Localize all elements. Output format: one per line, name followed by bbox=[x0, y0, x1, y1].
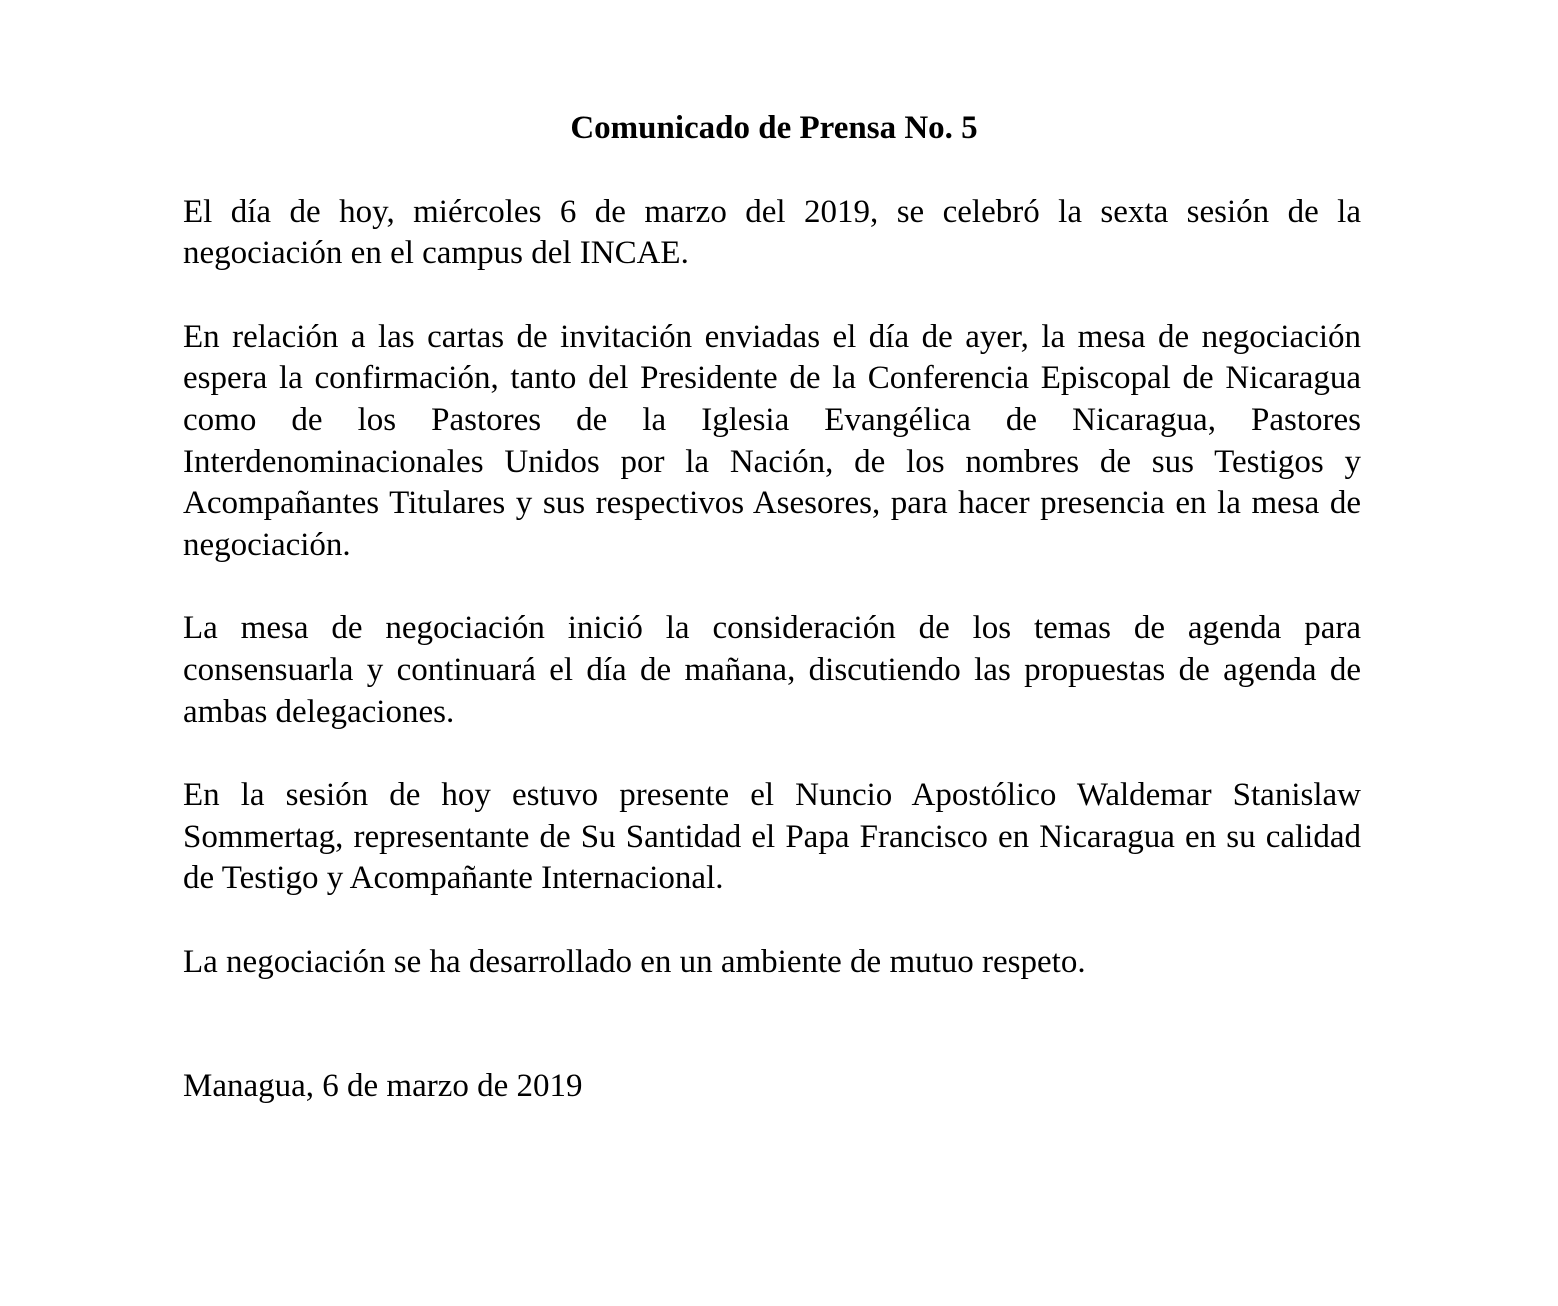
place-date-closing: Managua, 6 de marzo de 2019 bbox=[183, 1067, 583, 1104]
paragraph-nuncio: En la sesión de hoy estuvo presente el Nuncio Apostólico Waldemar Stanislaw Sommertag, representante de Su Santidad el Papa Francisco en Nicaragua en su calidad de Testigo y Acompañante Internacional. bbox=[183, 777, 1361, 897]
paragraph-respect: La negociación se ha desarrollado en un ambiente de mutuo respeto. bbox=[183, 943, 1086, 980]
press-release-document bbox=[183, 108, 1361, 1107]
paragraph-invitation-letters: En relación a las cartas de invitación enviadas el día de ayer, la mesa de negociación espera la confirmación, tanto del Presidente de la Conferencia Episcopal de Nicaragua como de los Pastores de la Iglesia Evangélica de Nicaragua, Pastores Interdenominacionales Unidos por la Nación, de los nombres de sus Testigos y Acompañantes Titulares y sus respectivos Asesores, para hacer presencia en la mesa de negociación. bbox=[183, 318, 1361, 563]
document-title: Comunicado de Prensa No. 5 bbox=[570, 110, 978, 146]
paragraph-session-info: El día de hoy, miércoles 6 de marzo del 2019, se celebró la sexta sesión de la negociación en el campus del INCAE. bbox=[183, 193, 1361, 272]
paragraph-agenda: La mesa de negociación inició la consideración de los temas de agenda para consensuarla y continuará el día de mañana, discutiendo las propuestas de agenda de ambas delegaciones. bbox=[183, 610, 1361, 730]
